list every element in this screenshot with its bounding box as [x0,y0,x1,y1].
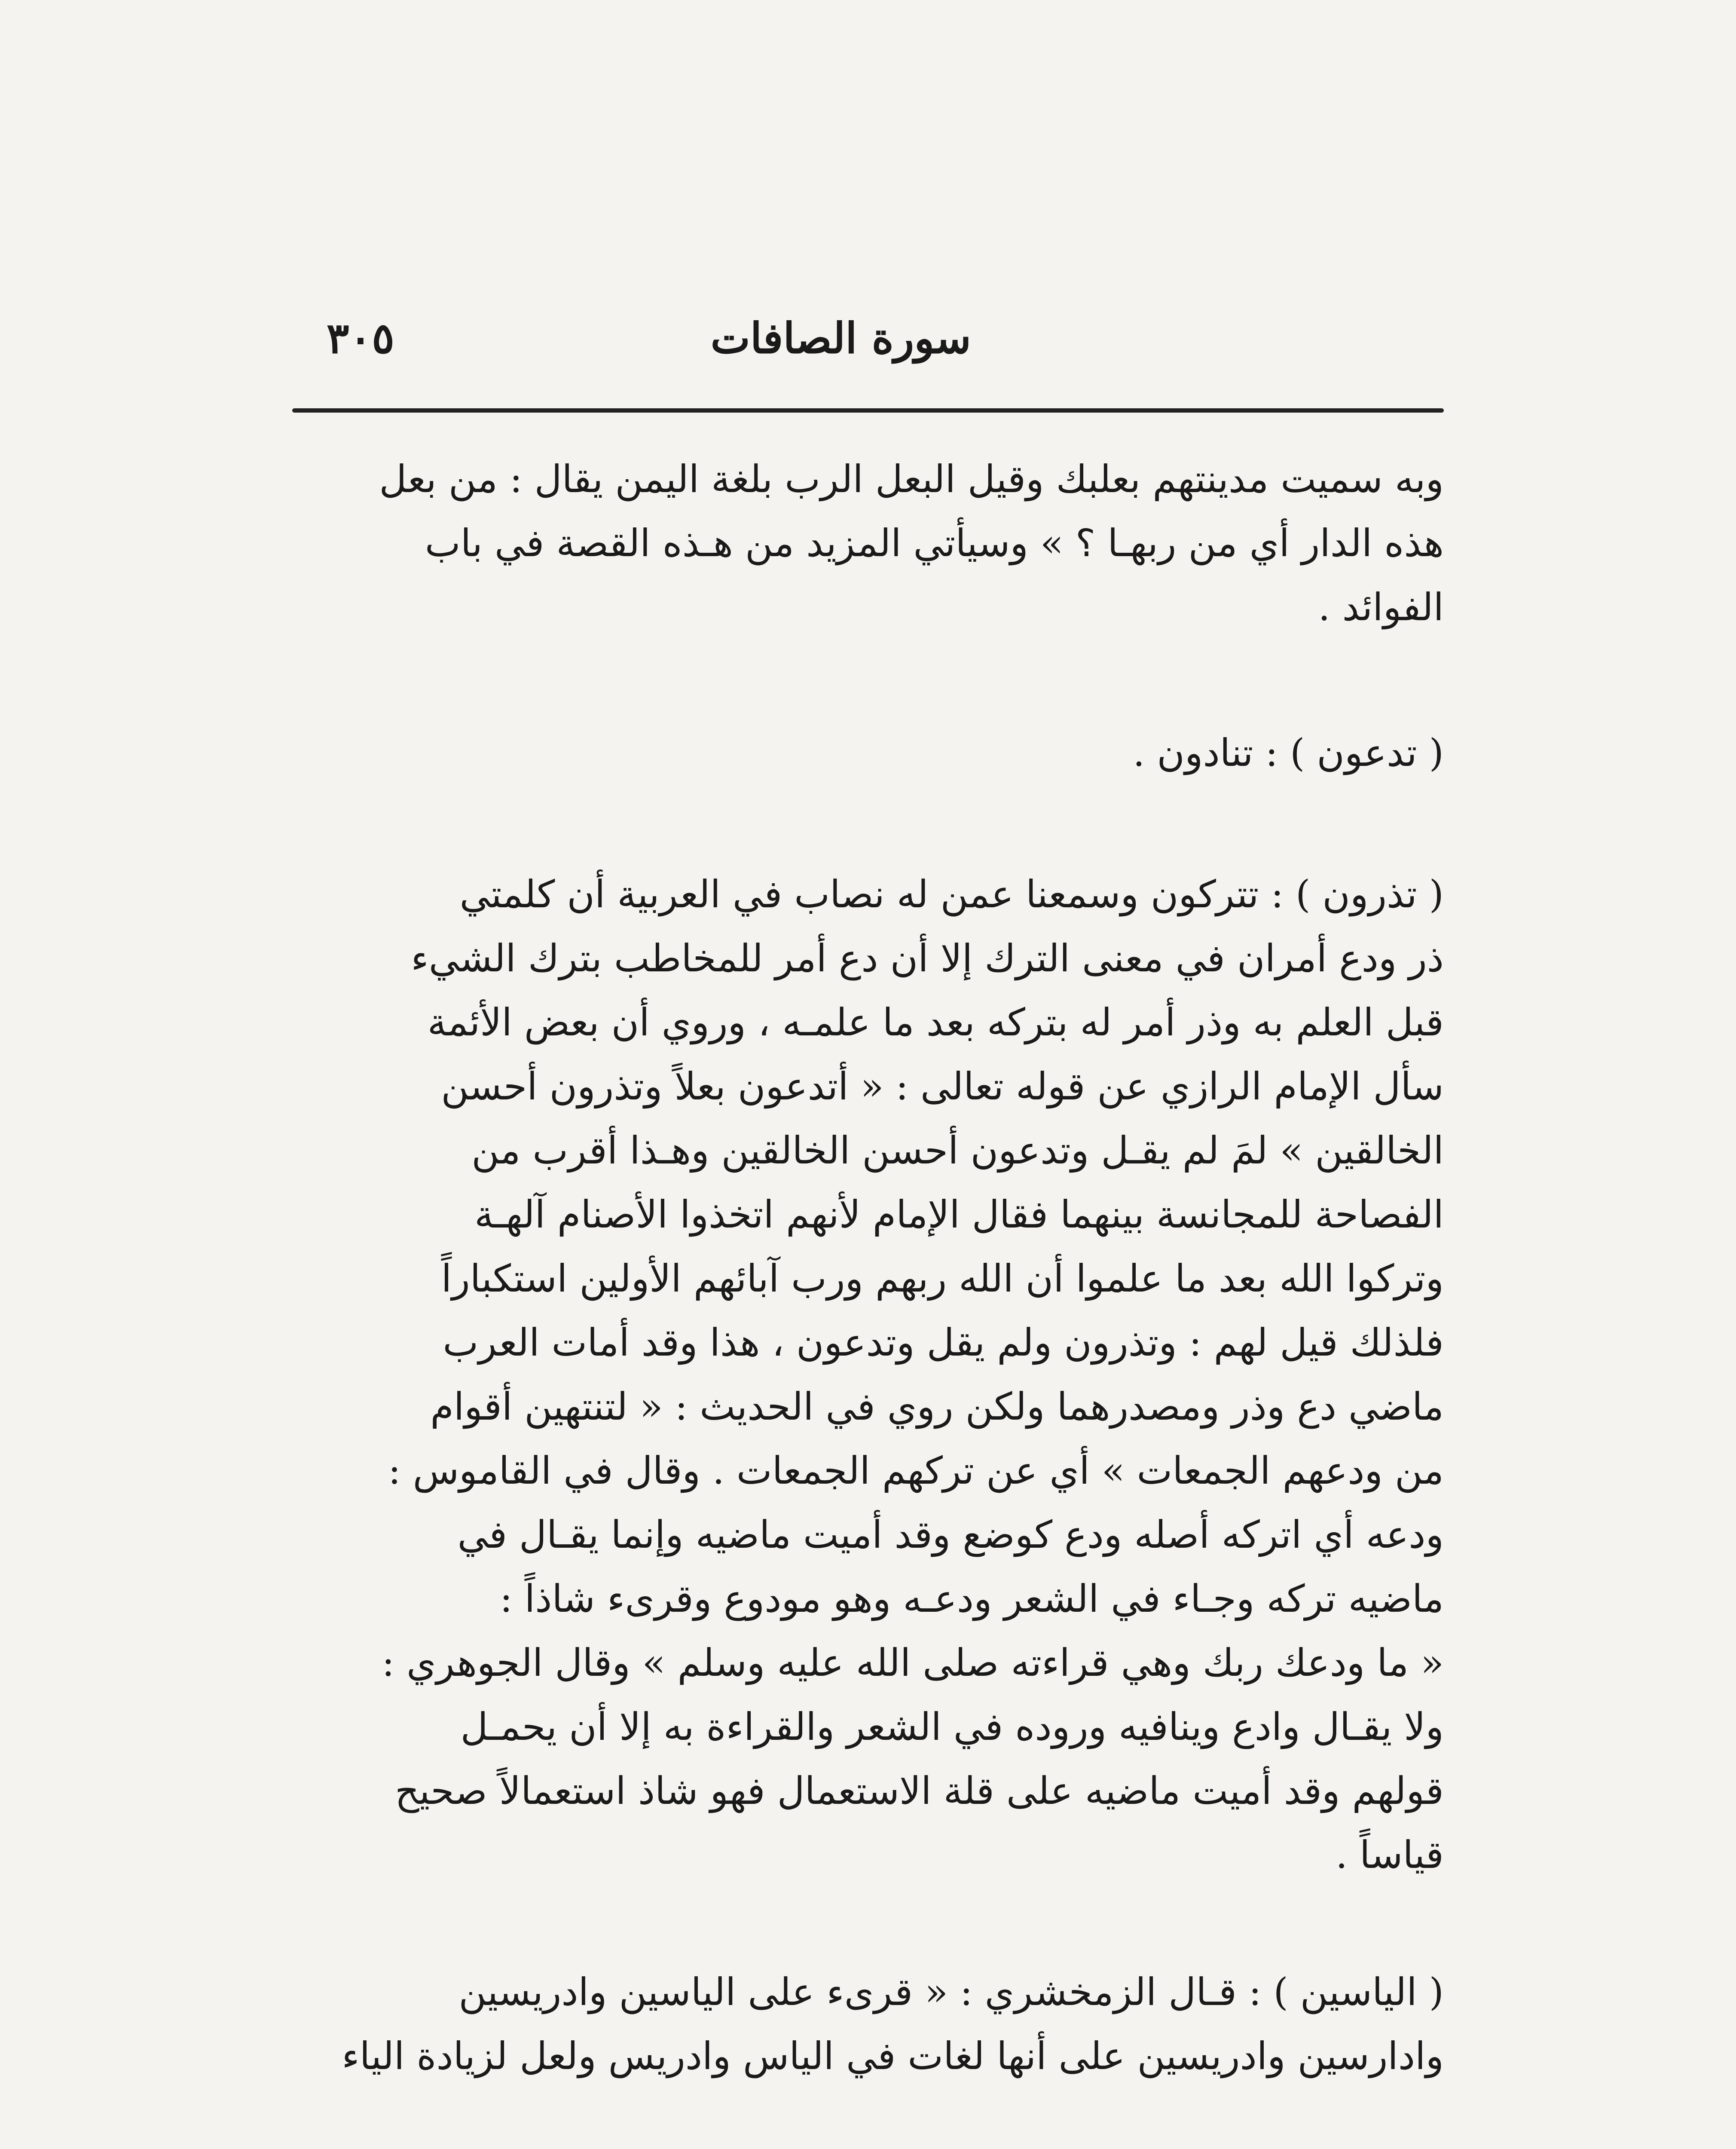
text-line: وبه سميت مدينتهم بعلبك وقيل البعل الرب بلغة اليمن يقال : من بعل [379,457,1444,501]
header-rule [292,408,1444,413]
text-line: وتركوا الله بعد ما علموا أن الله ربهم ورب آبائهم الأولين استكباراً [441,1256,1444,1301]
text-line: هذه الدار أي من ربهـا ؟ » وسيأتي المزيد من هـذه القصة في باب [425,521,1444,565]
text-line: قياساً . [1336,1833,1444,1877]
paragraph-yasin [292,1960,1444,2088]
text-line: « ما ودعك ربك وهي قراءته صلى الله عليه وسلم » وقال الجوهري : [382,1641,1444,1685]
running-title: سورة الصافات [710,314,971,363]
text-line: ماضيه تركه وجـاء في الشعر ودعـه وهو مودوع وقرىء شاذاً : [500,1577,1444,1621]
text-line: ماضي دع وذر ومصدرهما ولكن روي في الحديث : « لتنتهين أقوام [430,1384,1444,1429]
text-line: ودعه أي اتركه أصله ودع كوضع وقد أميت ماضيه وإنما يقـال في [457,1512,1444,1557]
paragraph-gap [292,785,1444,862]
text-line: ذر ودع أمران في معنى الترك إلا أن دع أمر للمخاطب بترك الشيء [411,936,1444,980]
text-line: الخالقين » لمَ لم يقـل وتدعون أحسن الخالقين وهـذا أقرب من [471,1128,1444,1172]
text-line: وادارسين وادريسين على أنها لغات في الياس وادريس ولعل لزيادة الياء [342,2034,1444,2078]
text-line: من ودعهم الجمعات » أي عن تركهم الجمعات . وقال في القاموس : [388,1448,1444,1493]
text-line: سأل الإمام الرازي عن قوله تعالى : « أتدعون بعلاً وتذرون أحسن [441,1064,1444,1108]
paragraph-tadoon [292,721,1444,785]
paragraph-gap [292,1887,1444,1960]
text-line: ( الياسين ) : قـال الزمخشري : « قرىء على الياسين وادريسين [458,1970,1444,2014]
text-line: فلذلك قيل لهم : وتذرون ولم يقل وتدعون ، هذا وقد أمات العرب [443,1320,1444,1365]
text-line: الفصاحة للمجانسة بينهما فقال الإمام لأنهم اتخذوا الأصنام آلهـة [474,1192,1444,1237]
paragraph-tadharoon [292,862,1444,1887]
text-line: ولا يقـال وادع وينافيه وروده في الشعر والقراءة به إلا أن يحمـل [460,1705,1444,1749]
page-number: ٣٠٥ [327,314,394,363]
text-line: ( تدعون ) : تنادون . [1133,731,1444,775]
page-header [292,301,1444,378]
text-line: الفوائد . [1318,585,1444,629]
page-body [292,447,1444,2088]
text-line: ( تذرون ) : تتركون وسمعنا عمن له نصاب في العربية أن كلمتي [459,872,1444,916]
text-line: قولهم وقد أميت ماضيه على قلة الاستعمال فهو شاذ استعمالاً صحيح [394,1769,1444,1813]
paragraph-baalbek [292,447,1444,639]
paragraph-gap [292,639,1444,721]
text-line: قبل العلم به وذر أمر له بتركه بعد ما علمـه ، وروي أن بعض الأئمة [427,1000,1444,1044]
